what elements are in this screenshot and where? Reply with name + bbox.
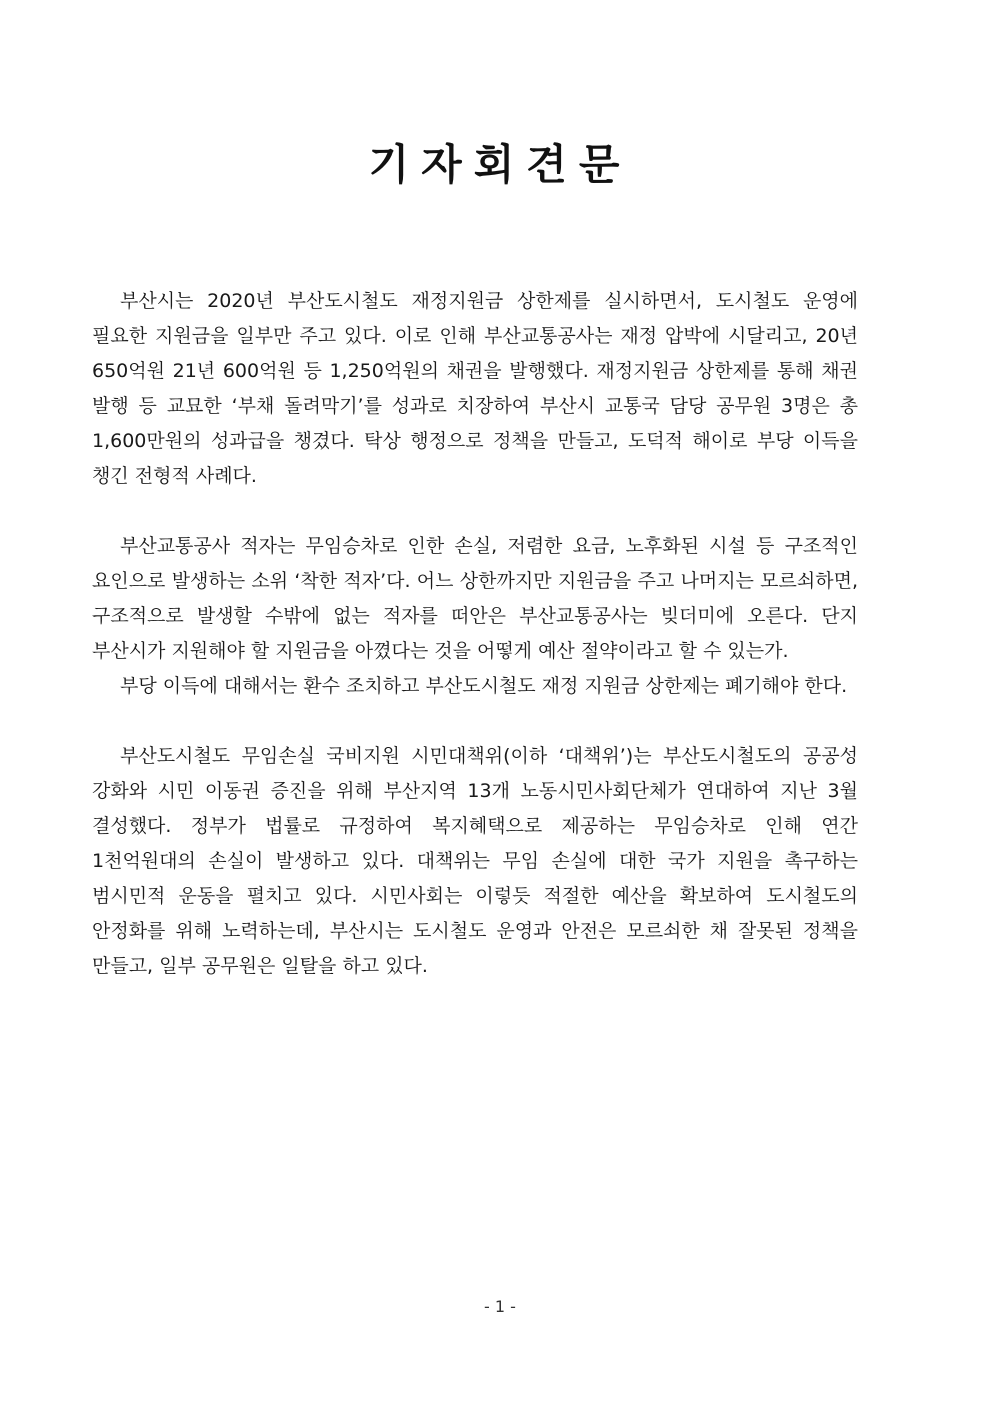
paragraph-spacer — [92, 494, 858, 529]
paragraph-good-deficit: 부산교통공사 적자는 무임승차로 인한 손실, 저렴한 요금, 노후화된 시설 등 구조적인 요인으로 발생하는 소위 ‘착한 적자’다. 어느 상한까지만 지원금을 주고 나머지는 모르쇠하면, 구조적으로 발생할 수밖에 없는 적자를 떠안은 부산교통공사는 빚더미에 오른다. 단지 부산시가 지원해야 할 지원금을 아꼈다는 것을 어떻게 예산 절약이라고 할 수 있는가. — [92, 535, 858, 662]
paragraph-spacer — [92, 704, 858, 739]
document-title: 기자회견문 — [368, 140, 632, 189]
paragraph-subsidy-cap: 부산시는 2020년 부산도시철도 재정지원금 상한제를 실시하면서, 도시철도 운영에 필요한 지원금을 일부만 주고 있다. 이로 인해 부산교통공사는 재정 압박에 시달리고, 20년 650억원 21년 600억원 등 1,250억원의 채권을 발행했다. 재정지원금 상한제를 통해 채권 발행 등 교묘한 ‘부채 돌려막기’를 성과로 치장하여 부산시 교통국 담당 공무원 3명은 총 1,600만원의 성과급을 챙겼다. 탁상 행정으로 정책을 만들고, 도덕적 해이로 부당 이득을 챙긴 전형적 사례다. — [92, 290, 858, 487]
document-body — [92, 284, 858, 984]
paragraph-citizen-committee: 부산도시철도 무임손실 국비지원 시민대책위(이하 ‘대책위’)는 부산도시철도의 공공성 강화와 시민 이동권 증진을 위해 부산지역 13개 노동시민사회단체가 연대하여 지난 3월 결성했다. 정부가 법률로 규정하여 복지혜택으로 제공하는 무임승차로 인해 연간 1천억원대의 손실이 발생하고 있다. 대책위는 무임 손실에 대한 국가 지원을 촉구하는 범시민적 운동을 펼치고 있다. 시민사회는 이렇듯 적절한 예산을 확보하여 도시철도의 안정화를 위해 노력하는데, 부산시는 도시철도 운영과 안전은 모르쇠한 채 잘못된 정책을 만들고, 일부 공무원은 일탈을 하고 있다. — [92, 745, 858, 977]
paragraph-demand: 부당 이득에 대해서는 환수 조치하고 부산도시철도 재정 지원금 상한제는 폐기해야 한다. — [120, 675, 848, 697]
page-number: - 1 - — [484, 1297, 516, 1316]
